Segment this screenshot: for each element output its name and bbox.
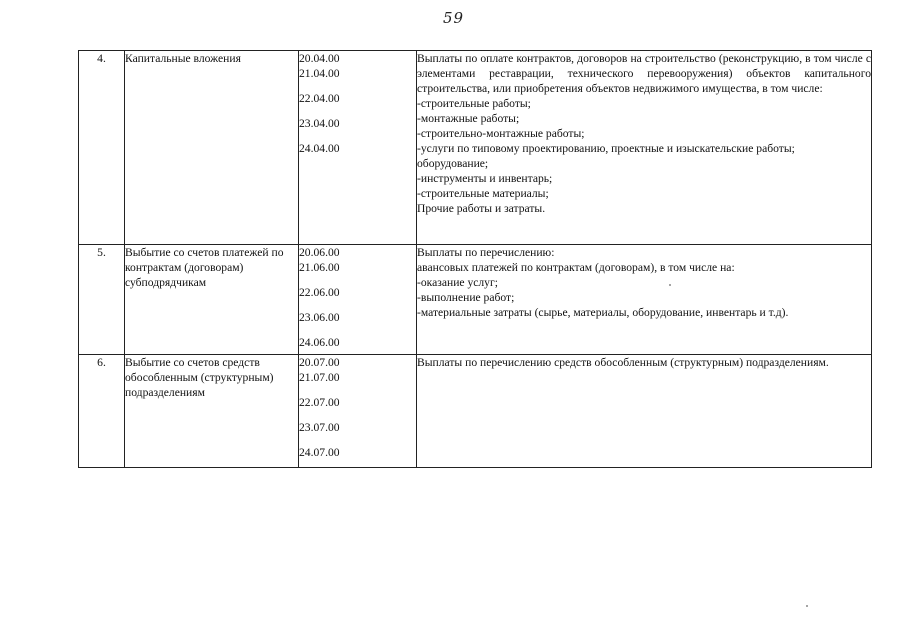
row-name: Выбытие со счетов средств обособленным (структурным) подразделениям [125, 355, 299, 468]
row-description [417, 355, 872, 468]
row-number: 5. [79, 245, 125, 355]
code: 23.07.00 [299, 421, 340, 434]
code: 22.04.00 [299, 92, 340, 105]
description-item: -строительно-монтажные работы; [417, 127, 585, 140]
row-codes [299, 51, 417, 245]
scan-speck [669, 284, 671, 286]
code: 22.07.00 [299, 396, 340, 409]
description-item: -строительные материалы; [417, 187, 549, 200]
description-item: -монтажные работы; [417, 112, 520, 125]
row-number: 4. [79, 51, 125, 245]
code: 21.07.00 [299, 371, 340, 384]
code: 23.06.00 [299, 311, 340, 324]
code: 24.06.00 [299, 336, 340, 349]
description-lead: Выплаты по перечислению: [417, 246, 555, 259]
description-lead: Выплаты по оплате контрактов, договоров на строительство (реконструкцию, в том числе с элементами реставрации, технического перевооружения) объектов капитального строительства, или приобретения объектов недвижимого имущества, в том числе: [417, 52, 871, 95]
table-row [79, 51, 872, 245]
code: 20.06.00 [299, 246, 340, 259]
description-item: Прочие работы и затраты. [417, 202, 546, 215]
code: 24.07.00 [299, 446, 340, 459]
description-item: оборудование; [417, 157, 489, 170]
code: 20.07.00 [299, 356, 340, 369]
code: 21.06.00 [299, 261, 340, 274]
row-description [417, 245, 872, 355]
scan-speck [806, 605, 808, 607]
description-item: авансовых платежей по контрактам (договорам), в том числе на: [417, 261, 735, 274]
table-row [79, 355, 872, 468]
table-row [79, 245, 872, 355]
description-item: -оказание услуг; [417, 276, 498, 289]
row-codes [299, 355, 417, 468]
description-item: -инструменты и инвентарь; [417, 172, 553, 185]
description-item: -услуги по типовому проектированию, проектные и изыскательские работы; [417, 142, 795, 155]
row-codes [299, 245, 417, 355]
description-item: -строительные работы; [417, 97, 531, 110]
row-number: 6. [79, 355, 125, 468]
code: 22.06.00 [299, 286, 340, 299]
description-item: -материальные затраты (сырье, материалы, оборудование, инвентарь и т.д). [417, 306, 789, 319]
code: 24.04.00 [299, 142, 340, 155]
row-name: Капитальные вложения [125, 51, 299, 245]
page-number: 59 [443, 9, 465, 27]
row-description [417, 51, 872, 245]
row-name: Выбытие со счетов платежей по контрактам (договорам) субподрядчикам [125, 245, 299, 355]
code: 21.04.00 [299, 67, 340, 80]
description-item: -выполнение работ; [417, 291, 515, 304]
code: 20.04.00 [299, 52, 340, 65]
description-lead: Выплаты по перечислению средств обособленным (структурным) подразделениям. [417, 356, 829, 369]
accounts-table [78, 50, 872, 468]
code: 23.04.00 [299, 117, 340, 130]
